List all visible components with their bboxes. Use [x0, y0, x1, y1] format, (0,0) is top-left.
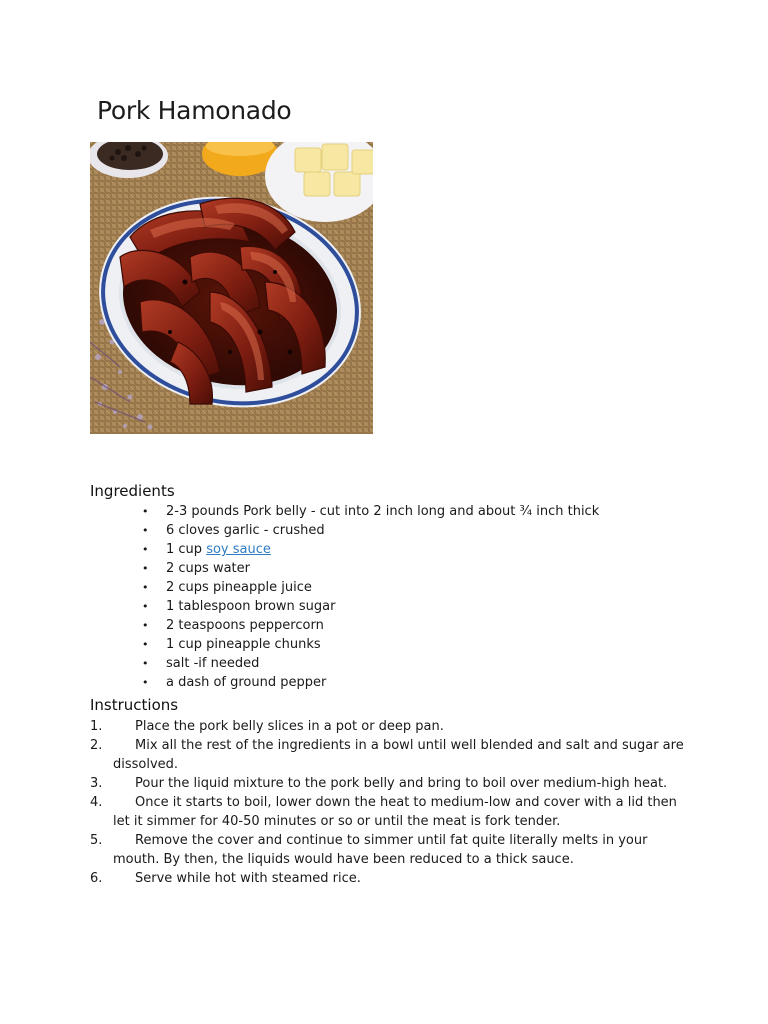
- list-item: [0, 673, 768, 692]
- step-text: Once it starts to boil, lower down the heat to medium-low and cover with a lid then let it simmer for 40-50 minutes or so or until the meat is fork tender.: [113, 795, 677, 829]
- bullet-icon: •: [142, 505, 149, 518]
- list-item: [0, 717, 768, 736]
- list-item: [0, 654, 768, 673]
- ingredient-text: 1 cup pineapple chunks: [166, 637, 321, 652]
- list-item: [0, 540, 768, 559]
- list-item: [0, 578, 768, 597]
- step-text: Remove the cover and continue to simmer until fat quite literally melts in your mouth. By then, the liquids would have been reduced to a thick sauce.: [113, 833, 648, 867]
- step-text: Mix all the rest of the ingredients in a bowl until well blended and salt and sugar are dissolved.: [113, 738, 684, 772]
- step-text: Serve while hot with steamed rice.: [135, 871, 361, 886]
- step-text: Pour the liquid mixture to the pork belly and bring to boil over medium-high heat.: [135, 776, 668, 791]
- bullet-icon: •: [142, 600, 149, 613]
- list-item: [0, 616, 768, 635]
- list-item: [0, 635, 768, 654]
- step-text: Place the pork belly slices in a pot or deep pan.: [135, 719, 444, 734]
- list-item: [0, 559, 768, 578]
- list-item: [0, 502, 768, 521]
- bullet-icon: •: [142, 657, 149, 670]
- bullet-icon: •: [142, 543, 149, 556]
- ingredient-text: 2 cups pineapple juice: [166, 580, 312, 595]
- instructions-heading: Instructions: [90, 696, 179, 714]
- ingredients-list: [0, 502, 768, 692]
- list-item: [0, 736, 768, 774]
- ingredient-text: 6 cloves garlic - crushed: [166, 523, 325, 538]
- soy-sauce-link[interactable]: soy sauce: [206, 542, 271, 557]
- list-item: [0, 597, 768, 616]
- ingredient-text: 1 tablespoon brown sugar: [166, 599, 336, 614]
- ingredients-heading: Ingredients: [90, 482, 175, 500]
- recipe-photo: [90, 142, 373, 434]
- ingredient-text: 1 cup: [166, 542, 207, 557]
- page-title: Pork Hamonado: [97, 96, 292, 125]
- bullet-icon: •: [142, 581, 149, 594]
- ingredient-text: 2 cups water: [166, 561, 250, 576]
- list-item: [0, 869, 768, 888]
- list-item: [0, 793, 768, 831]
- bullet-icon: •: [142, 562, 149, 575]
- bullet-icon: •: [142, 619, 149, 632]
- step-number: 2.: [90, 738, 103, 753]
- ingredient-text: a dash of ground pepper: [166, 675, 327, 690]
- ingredient-text: 2 teaspoons peppercorn: [166, 618, 324, 633]
- bullet-icon: •: [142, 524, 149, 537]
- ingredient-text: salt -if needed: [166, 656, 260, 671]
- step-number: 1.: [90, 719, 103, 734]
- step-number: 4.: [90, 795, 103, 810]
- list-item: [0, 831, 768, 869]
- instructions-list: [0, 717, 768, 888]
- list-item: [0, 521, 768, 540]
- step-number: 5.: [90, 833, 103, 848]
- step-number: 6.: [90, 871, 103, 886]
- bullet-icon: •: [142, 638, 149, 651]
- list-item: [0, 774, 768, 793]
- ingredient-text: 2-3 pounds Pork belly - cut into 2 inch long and about ¾ inch thick: [166, 504, 600, 519]
- bullet-icon: •: [142, 676, 149, 689]
- step-number: 3.: [90, 776, 103, 791]
